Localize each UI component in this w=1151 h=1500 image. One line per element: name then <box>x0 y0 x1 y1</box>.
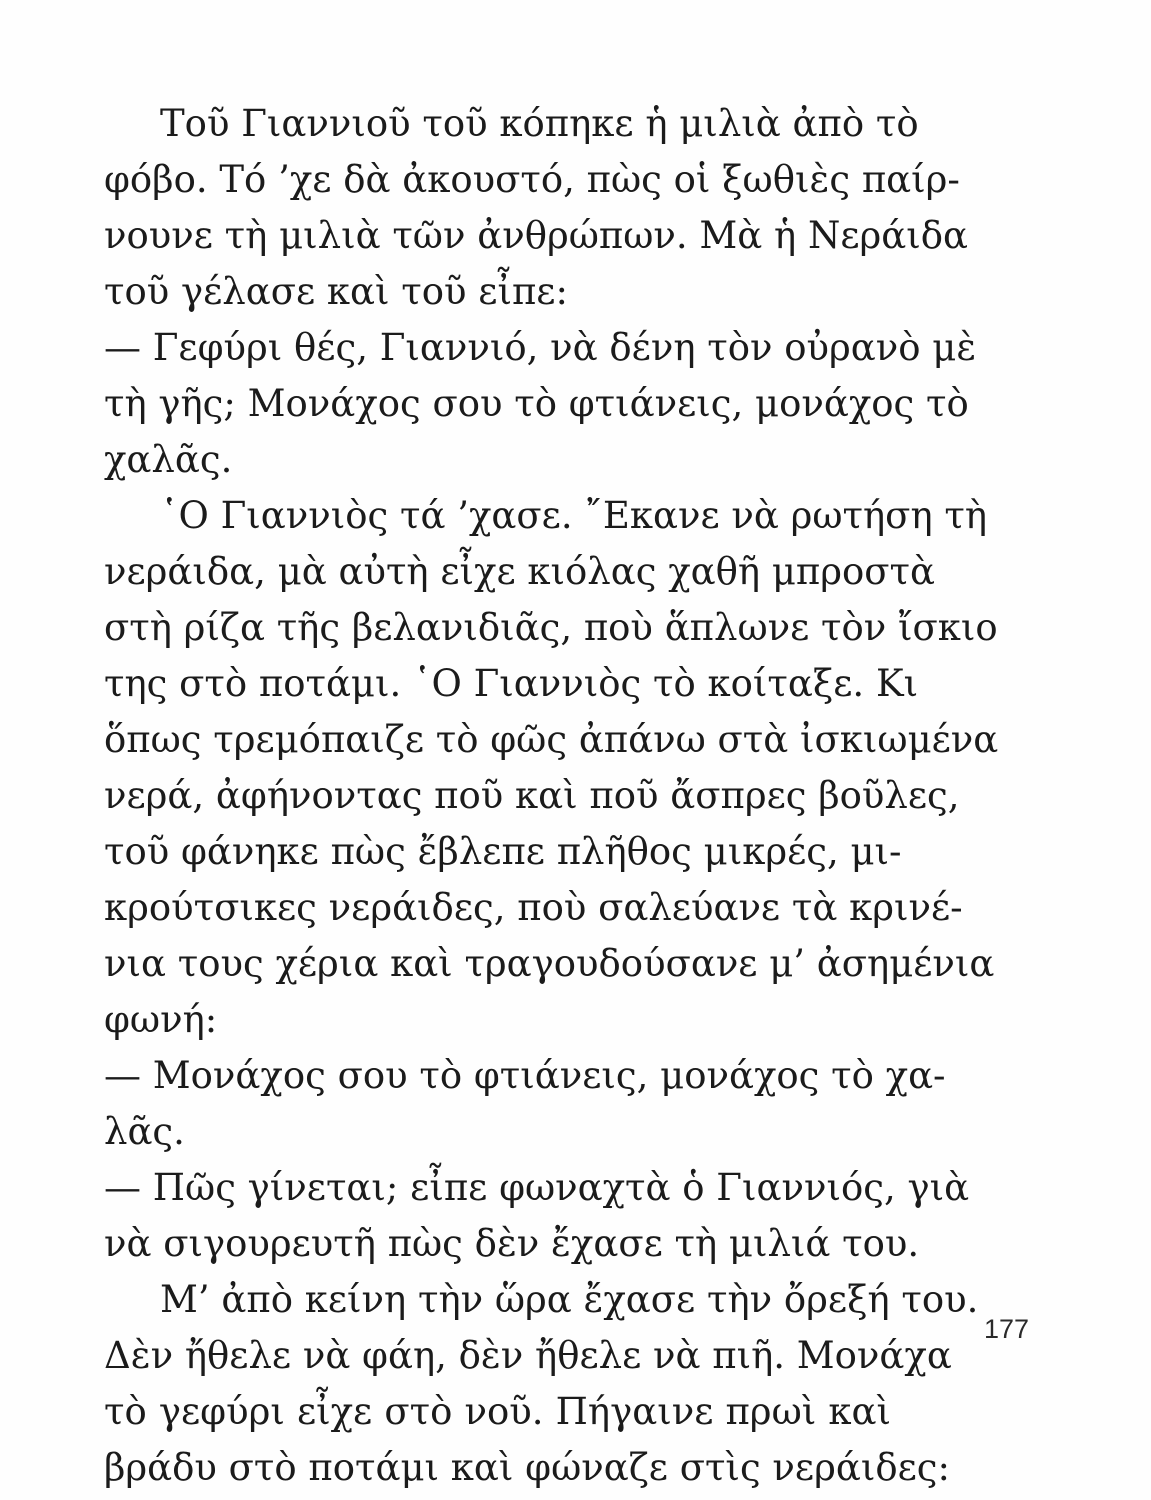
text-line: βράδυ στὸ ποτάμι καὶ φώναζε στὶς νεράιδες: <box>104 1446 950 1489</box>
text-line: — Πῶς γίνεται; εἶπε φωναχτὰ ὁ Γιαννιός, γιὰ <box>104 1166 970 1209</box>
text-line: νερά, ἀφήνοντας ποῦ καὶ ποῦ ἄσπρες βοῦλες, <box>104 774 960 817</box>
text-line: νια τους χέρια καὶ τραγουδούσανε μ’ ἀσημένια <box>104 942 995 985</box>
text-line: τὴ γῆς; Μονάχος σου τὸ φτιάνεις, μονάχος τὸ <box>104 382 969 425</box>
text-line: Μ’ ἀπὸ κείνη τὴν ὥρα ἔχασε τὴν ὄρεξή του. <box>160 1278 979 1321</box>
text-line: νουνε τὴ μιλιὰ τῶν ἀνθρώπων. Μὰ ἡ Νεράιδα <box>104 214 969 257</box>
page-number: 177 <box>984 1314 1030 1344</box>
text-line: χαλᾶς. <box>104 438 233 481</box>
text-line: της στὸ ποτάμι. ῾Ο Γιαννιὸς τὸ κοίταξε. Κι <box>104 662 919 705</box>
text-line: Δὲν ἤθελε νὰ φάη, δὲν ἤθελε νὰ πιῆ. Μονάχα <box>104 1334 952 1377</box>
text-line: τοῦ γέλασε καὶ τοῦ εἶπε: <box>104 270 568 313</box>
text-line: — Μονάχος σου τὸ φτιάνεις, μονάχος τὸ χα- <box>104 1054 946 1097</box>
text-line: φόβο. Τό ’χε δὰ ἀκουστό, πὼς οἱ ξωθιὲς παίρ- <box>104 158 960 201</box>
text-line: Τοῦ Γιαννιοῦ τοῦ κόπηκε ἡ μιλιὰ ἀπὸ τὸ <box>160 102 919 145</box>
text-line: νεράιδα, μὰ αὐτὴ εἶχε κιόλας χαθῆ μπροστὰ <box>104 550 935 593</box>
text-line: κρούτσικες νεράιδες, ποὺ σαλεύανε τὰ κρινέ- <box>104 886 963 929</box>
text-line: — Γεφύρι θές, Γιαννιό, νὰ δένη τὸν οὐρανὸ μὲ <box>104 326 977 369</box>
text-line: τὸ γεφύρι εἶχε στὸ νοῦ. Πήγαινε πρωὶ καὶ <box>104 1390 891 1433</box>
text-line: ῾Ο Γιαννιὸς τά ’χασε. ῎Εκανε νὰ ρωτήση τὴ <box>160 494 988 537</box>
text-line: φωνή: <box>104 998 218 1041</box>
text-line: νὰ σιγουρευτῆ πὼς δὲν ἔχασε τὴ μιλιά του. <box>104 1222 920 1265</box>
text-line: στὴ ρίζα τῆς βελανιδιᾶς, ποὺ ἅπλωνε τὸν ἴσκιο <box>104 606 998 649</box>
text-line: τοῦ φάνηκε πὼς ἔβλεπε πλῆθος μικρές, μι- <box>104 830 902 873</box>
text-line: λᾶς. <box>104 1110 185 1153</box>
text-line: ὅπως τρεμόπαιζε τὸ φῶς ἀπάνω στὰ ἰσκιωμένα <box>104 718 999 761</box>
